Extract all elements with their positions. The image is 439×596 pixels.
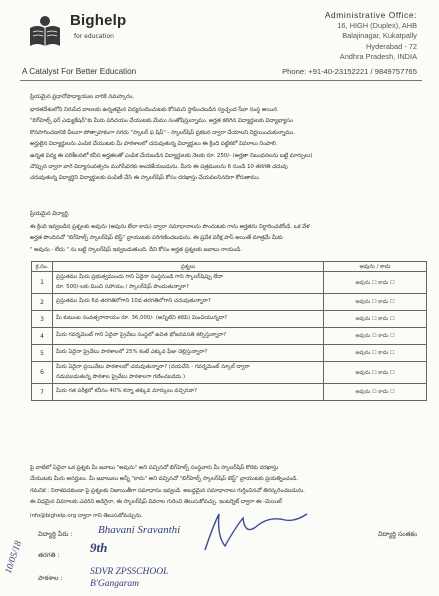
school-line: B'Gangaram <box>90 579 140 589</box>
row-number: 2 <box>32 294 53 311</box>
paragraph-line: అర్హులైన విద్యార్థులను ఎంపిక చేయుటకు మీ పాఠశాలలో చదువుతున్న విద్యార్థులు ఈ క్రింది పట్టికలో వివరాలు నింపాలి. <box>30 141 278 148</box>
question-cell <box>53 294 324 311</box>
table-row <box>32 362 427 384</box>
table-row <box>32 328 427 345</box>
column-header-questions: ప్రశ్నలు <box>53 262 324 272</box>
paragraph-line: చేయుటకు మీరు అనర్హులు. మీ జవాబులు అన్నీ "కాదు" అని వచ్చినచో "బిగ్‌హెల్ప్ స్కాలర్‌షిప్ టెస్ట్" వ్రాయుటకు ప్రయత్నించండి. <box>30 476 298 483</box>
class-field[interactable]: 9th <box>90 540 108 555</box>
paragraph-line: ఈ విధమైన వివరాలకు ఎవరిని అడిగైనా, ఈ స్కాలర్‌షిప్ వివరాల గురించి తెలుసుకోవచ్చు. ఇంటర్నెట్ ద్వారా ఈ -మెయిల్ <box>30 499 282 506</box>
answer-checkbox[interactable]: అవును ☐ కాదు ☐ <box>324 328 427 345</box>
paragraph-line: "బిగ్‌హెల్ప్ ఫర్ ఎడ్యుకేషన్"కు మీరు పరిచయం చేయుటకు మేము సంతోషిస్తున్నాము. అర్హత కలిగిన విద్యార్థులకు విద్యాభ్యాసం <box>30 118 293 125</box>
school-field[interactable] <box>90 566 168 590</box>
row-number: 3 <box>32 311 53 328</box>
question-line: మీరు ఏదైనా ప్రైవేటు పాఠశాలలో 25% కంటే ఎక్కువ ఫీజు చెల్లిస్తున్నారా? <box>56 349 208 356</box>
answer-checkbox[interactable]: అవును ☐ కాదు ☐ <box>324 311 427 328</box>
instructions-paragraph <box>30 222 425 256</box>
date-written: 10/05/18 <box>4 539 24 576</box>
table-row <box>32 294 427 311</box>
paragraph-line: చొప్పున ద్వారా వారి విద్యాసంవత్సరం ముగిసేవరకు అందజేయబడును. మీరు ఈ పత్రములను 6 నుండి 10 తరగతి చదువు <box>30 164 288 171</box>
answer-checkbox[interactable]: అవును ☐ కాదు ☐ <box>324 294 427 311</box>
question-cell <box>53 311 324 328</box>
paragraph-line: భారతదేశంలోని నిరుపేద బాలలకు ఉన్నతమైన విద్యనందించుటకు కోసమని స్థాపించబడిన స్వచ్ఛంద సేవా సంస్థ అయిన <box>30 107 278 113</box>
student-name-label: విద్యార్థి పేరు : <box>38 530 73 538</box>
contact-email[interactable]: info@bighelp.org ద్వారా గాని తెలుసుకోవచ్చును. <box>30 513 143 519</box>
student-signature-label: విద్యార్థి సంతకం <box>378 530 418 538</box>
office-address <box>325 10 417 63</box>
row-number: 1 <box>32 272 53 294</box>
paragraph-line: ఈ క్రింది ఇవ్వబడిన ప్రశ్నలకు అవును (అవును లేదా కాదు) ద్వారా సమాధానాలను పొందుటకు గాను అర్హతను నిర్ధారించుకోండి. ఒక వేళ <box>30 224 310 230</box>
phone-number: Phone: +91-40-23152221 / 9849757765 <box>282 67 417 76</box>
answer-checkbox[interactable]: అవును ☐ కాదు ☐ <box>324 384 427 401</box>
office-title: Administrative Office: <box>324 10 417 20</box>
question-line: మీరు ఏదైనా ప్రయివేటు పాఠశాలలో చదువుతున్నారా? (దయచేసి - గవర్నమెంట్ స్కూల్ ద్వారా <box>56 364 250 370</box>
column-header-number: క్ర.సం. <box>32 262 53 272</box>
question-line: ప్రస్తుతము మీరు 6వ తరగతిలోగాని 10వ తరగతిలోగాని చదువుతున్నారా? <box>56 298 211 305</box>
address-line: Hyderabad - 72 <box>366 41 417 51</box>
paragraph-line: పై వాటిలో ఏవైనా ఒక ప్రశ్నకు మీ జవాబు "అవును" అని వచ్చినచో బిగ్‌హెల్ప్ సంస్థవారు మీ స్కాలర్‌షిప్ కొరకు దరఖాస్తు <box>30 465 279 471</box>
address-line: 16, HIGH (Duplex), AHB <box>337 20 417 30</box>
question-cell <box>53 345 324 362</box>
address-line: Balajinagar, Kukatpally <box>342 31 417 40</box>
column-header-answer: అవును / కాదు <box>324 262 427 272</box>
paragraph-line: కొనసాగించడానికి వీలుగా పోత్సాహకంగా నగదు "స్కాలర్ ఫ షిప్" - స్కాలర్‌షిప్ ప్రకటన ద్వారా చేయాలని నిర్ణయించుకున్నాము. <box>30 129 295 136</box>
table-row <box>32 272 427 294</box>
question-line: మీ కుటుంబ సంవత్సరాదాయం రూ. 36,000/- (అన్నిటిని కలిపి) మించియున్నదా? <box>56 315 228 322</box>
question-line: ప్రస్తుతము మీరు ప్రభుత్వముందు గాని ఏదైనా సంస్థనుండి గాని స్కాలర్‌షిప్పు లేదా <box>56 274 223 280</box>
paragraph-line: చదువుతున్న విద్యార్థిని విద్యార్థులకు పంపిణీ చేసి ఈ స్కాలర్‌షిప్ కోసం దరఖాస్తు చేయవలసినదిగా కోరుతాము. <box>30 175 261 182</box>
table-row <box>32 384 427 401</box>
salutation: ప్రియమైన ప్రధానోపాధ్యాయుల వారికి నమస్కారం, <box>30 94 134 100</box>
header-divider <box>20 80 422 81</box>
paragraph-line: అర్హత పొందినచో "బిగ్‌హెల్ప్ స్కాలర్‌షిప్ టెస్ట్" వ్రాయుటకు పరిగణించబడును. ఈ ప్రవేశ పరీక్ష పాస్ అయితే మాత్రమే మీకు <box>30 235 283 242</box>
answer-checkbox[interactable]: అవును ☐ కాదు ☐ <box>324 345 427 362</box>
school-label: పాఠశాల : <box>38 574 63 582</box>
student-greeting: ప్రియమైన విద్యార్థి, <box>30 211 70 217</box>
question-cell <box>53 272 324 294</box>
brand-name: Bighelp <box>70 12 127 29</box>
paragraph-line: గమనిక : నిరాశపడకుండా పై ప్రశ్నలకు నిజాయితీగా సమాధానం ఇవ్వండి. అబద్ధమైన సమాధానాలు గుర్తించినచో తిరస్కరించబడును. <box>30 487 305 494</box>
answer-checkbox[interactable]: అవును ☐ కాదు ☐ <box>324 272 427 294</box>
intro-paragraph <box>30 105 425 185</box>
table-row <box>32 311 427 328</box>
handwritten-signature <box>195 506 315 556</box>
tagline: A Catalyst For Better Education <box>22 67 137 76</box>
question-line: నడుపబడుతున్న పాఠశాల ప్రైవేటు పాఠశాలగా గణించబడదు.) <box>56 373 186 380</box>
question-line: మీరు గత పరీక్షలో కనీసం 40% కన్నా తక్కువ మార్కులు వచ్చినవా? <box>56 388 197 395</box>
address-line: Andhra Pradesh, INDIA <box>339 52 417 61</box>
table-row <box>32 345 427 362</box>
row-number: 4 <box>32 328 53 345</box>
question-cell <box>53 362 324 384</box>
question-cell <box>53 384 324 401</box>
table-header-row <box>32 262 427 272</box>
eligibility-table <box>31 261 427 401</box>
student-name-field[interactable]: Bhavani Sravanthi <box>98 524 181 536</box>
question-cell <box>53 328 324 345</box>
question-line: రూ. 500/-లకు మించి సహాయం / స్కాలర్‌షిప్ పొందుతున్నారా? <box>56 283 189 290</box>
question-line: మీరు గవర్నమెంట్ గాని ఏదైనా ప్రైవేటు సంస్థలో ఉచిత భోజనవసతి కల్పిస్తున్నారా? <box>56 332 227 339</box>
row-number: 7 <box>32 384 53 401</box>
answer-checkbox[interactable]: అవును ☐ కాదు ☐ <box>324 362 427 384</box>
row-number: 6 <box>32 362 53 384</box>
note-paragraph <box>30 463 425 509</box>
school-line: SDVR ZPSSCHOOL <box>90 567 169 577</box>
class-label: తరగతి : <box>38 551 60 559</box>
paragraph-line: " అవును - లేదు " ను బట్టి స్కాలర్‌షిప్ ఇవ్వబడుతుంది. దీని కోసం అర్హత ప్రశ్నలకు జవాబు రాయండి. <box>30 246 242 253</box>
paragraph-line: ఉన్నత విద్య ఈ పరిశీలనలో కనీస అర్హతలతో ఎంపిక చేయబడిన విద్యార్థులకు నెలకు రూ. 250/- (అర్హతా నిబంధనలను బట్టి మార్పులు) <box>30 152 313 159</box>
brand-subtitle: for education <box>74 33 114 40</box>
bighelp-logo-icon <box>28 14 62 50</box>
row-number: 5 <box>32 345 53 362</box>
